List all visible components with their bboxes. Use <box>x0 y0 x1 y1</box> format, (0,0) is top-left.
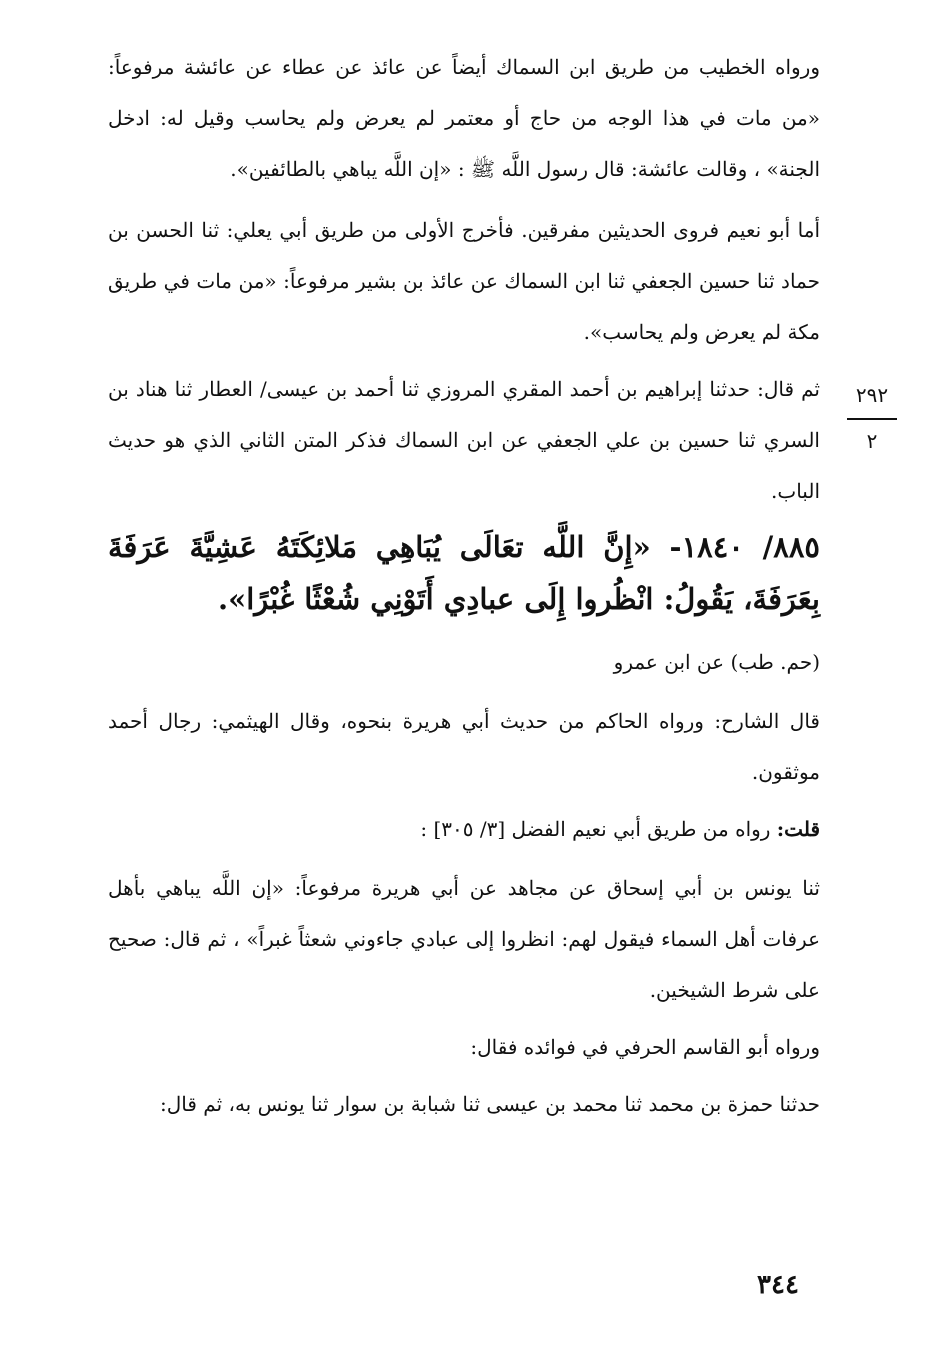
margin-divider <box>847 418 897 420</box>
margin-page-number: ٢٩٢ <box>855 383 889 407</box>
paragraph-qultu <box>108 804 820 855</box>
paragraph-yunus: ثنا يونس بن أبي إسحاق عن مجاهد عن أبي هريرة مرفوعاً: «إن اللَّه يباهي بأهل عرفات أهل السماء فيقول لهم: انظروا إلى عبادي جاءوني شعثاً غبراً» ، ثم قال: صحيح على شرط الشيخين. <box>108 876 820 1002</box>
main-text <box>108 42 820 1130</box>
paragraph-harfi: ورواه أبو القاسم الحرفي في فوائده فقال: <box>470 1035 820 1059</box>
qultu-label: قلت: <box>776 817 820 841</box>
margin-volume-reference <box>846 380 898 456</box>
hadith-text: ٨٨٥/ ١٨٤٠- «إِنَّ اللَّه تعَالَى يُبَاهِي مَلائِكَتَهُ عَشِيَّةَ عَرَفَةَ بِعَرَفَةَ، يَقُولُ: انْظُروا إِلَى عبادِي أَتَوْنِي شُعْثًا غُبْرًا». <box>108 530 820 616</box>
paragraph-3: ثم قال: حدثنا إبراهيم بن أحمد المقري المروزي ثنا أحمد بن عيسى/ العطار ثنا هناد بن السري ثنا حسين بن علي الجعفي عن ابن السماك فذكر المتن الثاني الذي هو حديث الباب. <box>108 377 821 503</box>
hadith-source: (حم. طب) عن ابن عمرو <box>613 650 820 674</box>
paragraph-commentator: قال الشارح: ورواه الحاكم من حديث أبي هريرة بنحوه، وقال الهيثمي: رجال أحمد موثقون. <box>108 709 820 784</box>
qultu-text: رواه من طريق أبي نعيم الفضل [٣/ ٣٠٥] : <box>420 817 771 841</box>
paragraph-2: أما أبو نعيم فروى الحديثين مفرقين. فأخرج الأولى من طريق أبي يعلي: ثنا الحسن بن حماد ثنا حسين الجعفي ثنا ابن السماك عن عائذ بن بشير مرفوعاً: «من مات في طريق مكة لم يعرض ولم يحاسب». <box>108 218 820 344</box>
page-number: ٣٤٤ <box>757 1270 799 1300</box>
margin-volume-number: ٢ <box>866 429 878 453</box>
paragraph-1: ورواه الخطيب من طريق ابن السماك أيضاً عن عائذ عن عطاء عن عائشة مرفوعاً: «من مات في هذا الوجه من حاج أو معتمر لم يعرض ولم يحاسب وقيل له: ادخل الجنة» ، وقالت عائشة: قال رسول اللَّه ﷺ : «إن اللَّه يباهي بالطائفين». <box>108 55 821 181</box>
paragraph-hamza: حدثنا حمزة بن محمد ثنا محمد بن عيسى ثنا شبابة بن سوار ثنا يونس به، ثم قال: <box>159 1092 820 1116</box>
